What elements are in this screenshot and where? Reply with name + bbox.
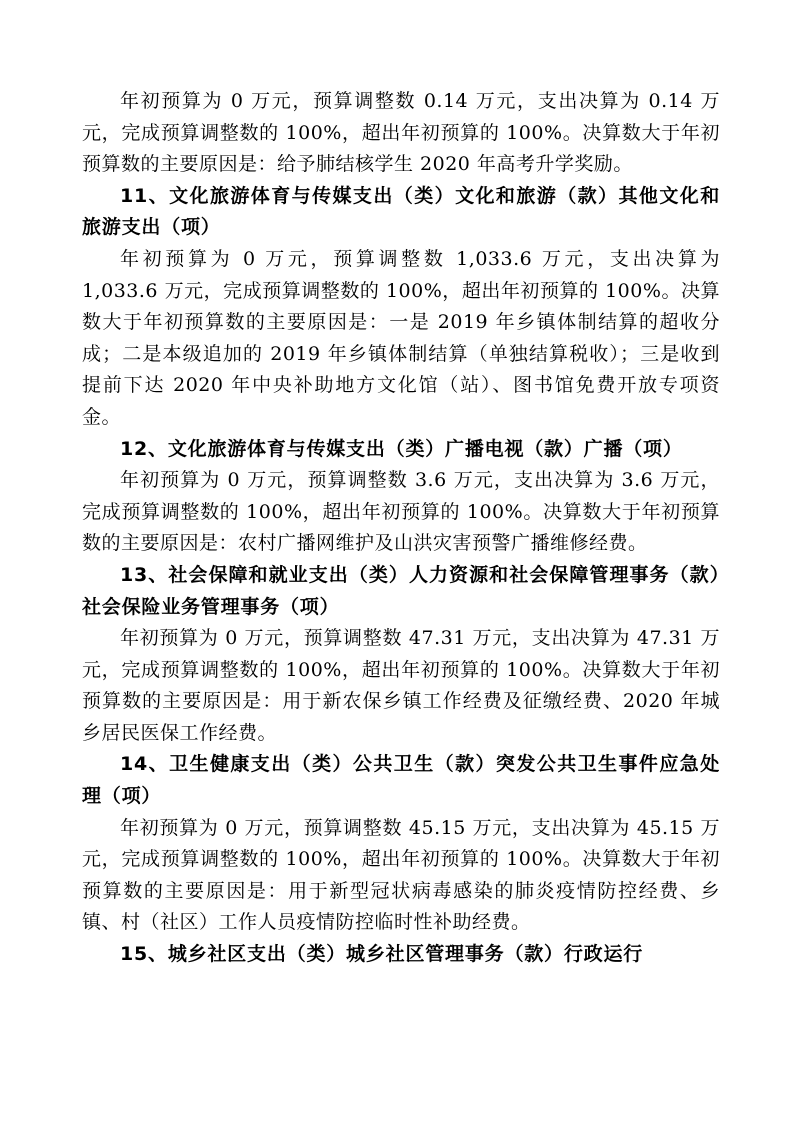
- section-heading-11: 11、文化旅游体育与传媒支出（类）文化和旅游（款）其他文化和旅游支出（项）: [82, 184, 720, 239]
- paragraph-14: 年初预算为 0 万元，预算调整数 45.15 万元，支出决算为 45.15 万元，完成预算调整数的 100%，超出年初预算的 100%。决算数大于年初预算数的主要原因是：用于新型冠状病毒感染的肺炎疫情防控经费、乡镇、村（社区）工作人员疫情防控临时性补助经费。: [82, 816, 720, 934]
- document-page: [82, 86, 720, 971]
- paragraph-12: 年初预算为 0 万元，预算调整数 3.6 万元，支出决算为 3.6 万元，完成预算调整数的 100%，超出年初预算的 100%。决算数大于年初预算数的主要原因是：农村广播网维护及山洪灾害预警广播维修经费。: [82, 469, 720, 555]
- paragraph-1: 年初预算为 0 万元，预算调整数 0.14 万元，支出决算为 0.14 万元，完成预算调整数的 100%，超出年初预算的 100%。决算数大于年初预算数的主要原因是：给予肺结核学生 2020 年高考升学奖励。: [82, 90, 720, 176]
- section-heading-14: 14、卫生健康支出（类）公共卫生（款）突发公共卫生事件应急处理（项）: [82, 753, 720, 808]
- section-heading-12: 12、文化旅游体育与传媒支出（类）广播电视（款）广播（项）: [120, 437, 683, 460]
- paragraph-13: 年初预算为 0 万元，预算调整数 47.31 万元，支出决算为 47.31 万元，完成预算调整数的 100%，超出年初预算的 100%。决算数大于年初预算数的主要原因是：用于新农保乡镇工作经费及征缴经费、2020 年城乡居民医保工作经费。: [82, 627, 720, 744]
- section-heading-13: 13、社会保障和就业支出（类）人力资源和社会保障管理事务（款）社会保险业务管理事务（项）: [82, 563, 720, 618]
- section-heading-15: 15、城乡社区支出（类）城乡社区管理事务（款）行政运行: [120, 943, 644, 966]
- paragraph-11: 年初预算为 0 万元，预算调整数 1,033.6 万元，支出决算为 1,033.6 万元，完成预算调整数的 100%，超出年初预算的 100%。决算数大于年初预算数的主要原因是：一是 2019 年乡镇体制结算的超收分成；二是本级追加的 2019 年乡镇体制结算（单独结算税收）；三是收到提前下达 2020 年中央补助地方文化馆（站）、图书馆免费开放专项资金。: [82, 247, 720, 428]
